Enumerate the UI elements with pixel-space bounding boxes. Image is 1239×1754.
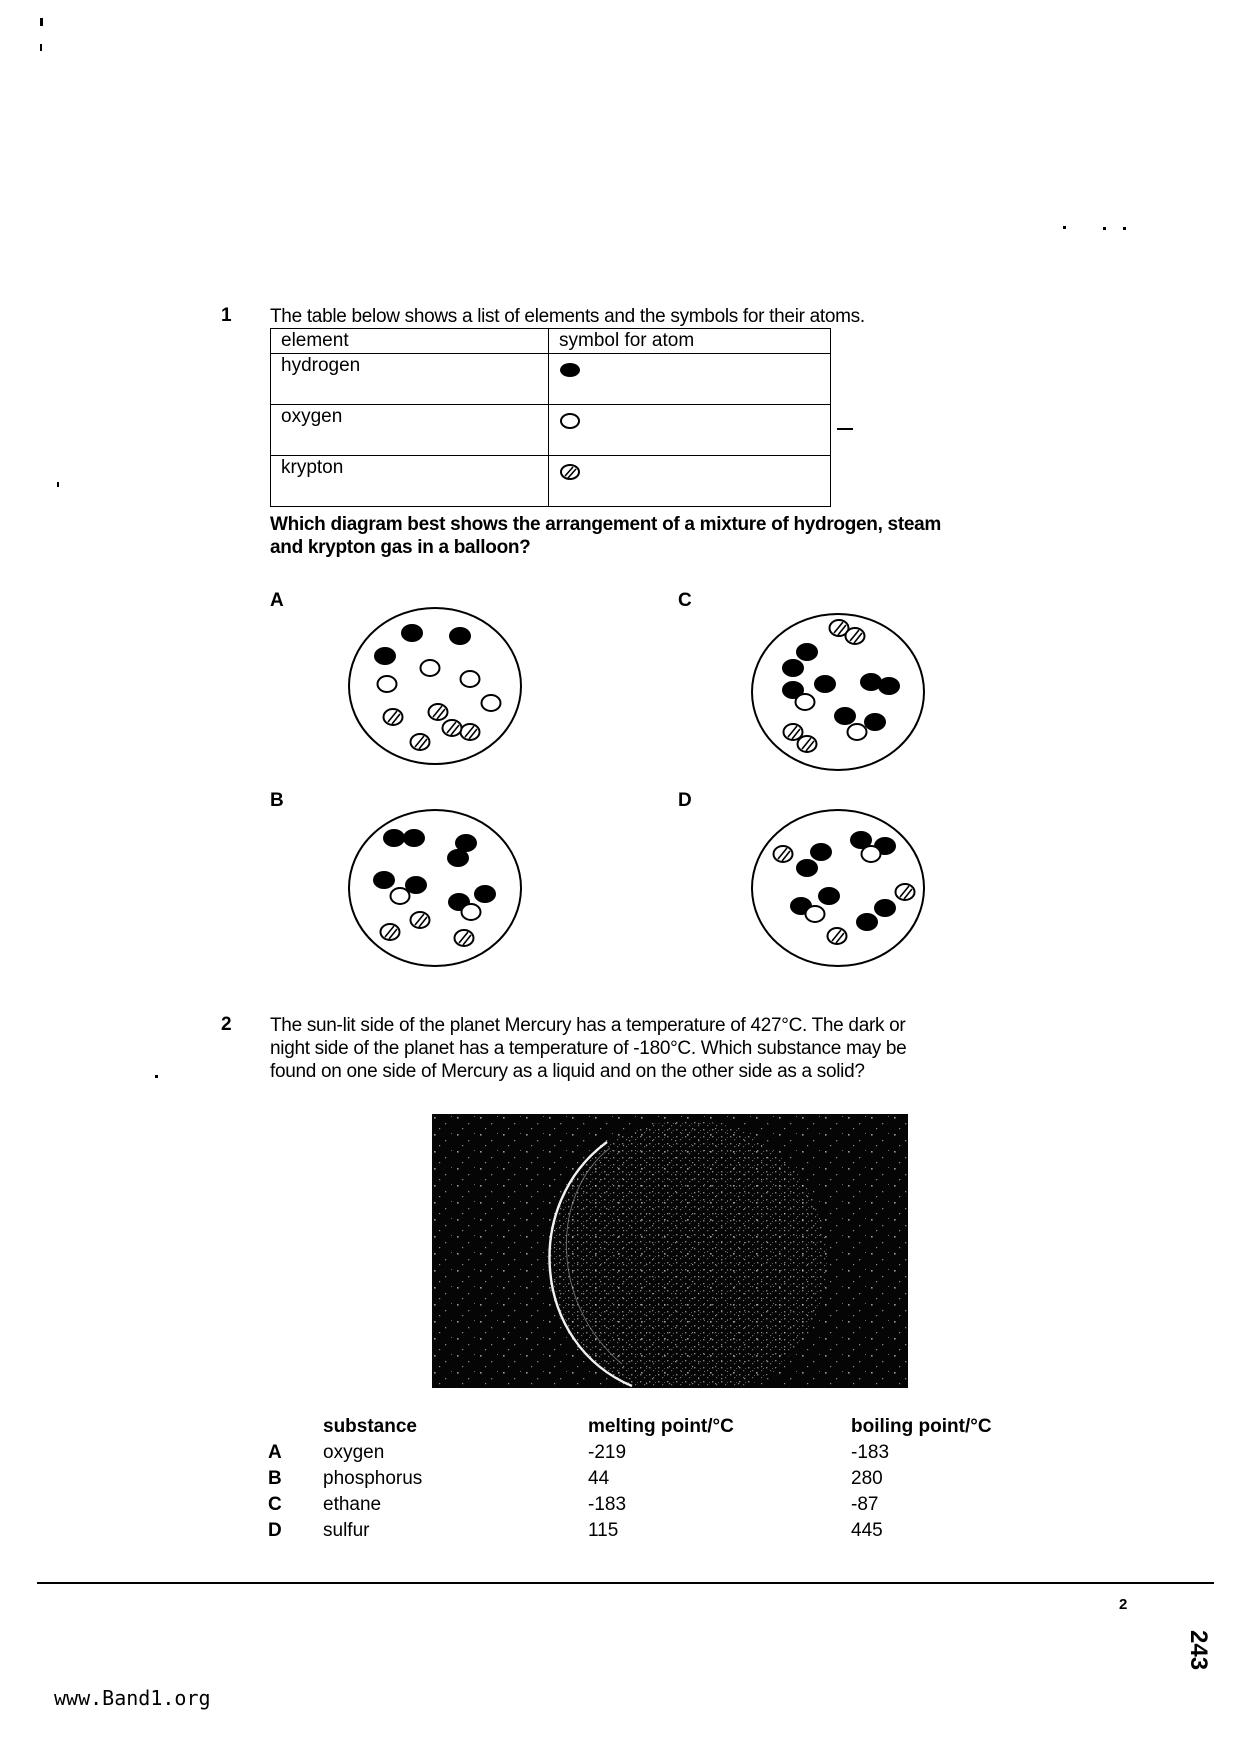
column-header-boiling-point: boiling point/°C bbox=[851, 1416, 992, 1437]
question-2-stem bbox=[270, 1014, 906, 1083]
scan-speck bbox=[1103, 227, 1106, 230]
option-label: C bbox=[268, 1494, 282, 1515]
table-header-element: element bbox=[271, 329, 549, 354]
mercury-planet-photo bbox=[432, 1114, 908, 1388]
option-label-b: B bbox=[270, 790, 284, 811]
column-header-substance: substance bbox=[323, 1416, 417, 1437]
substance-name: oxygen bbox=[323, 1442, 385, 1463]
option-label-c: C bbox=[678, 590, 692, 611]
question-2-line-3: found on one side of Mercury as a liquid and on the other side as a solid? bbox=[270, 1061, 865, 1082]
planet-illustration bbox=[432, 1114, 908, 1388]
boiling-point: 445 bbox=[851, 1520, 883, 1541]
scan-speck bbox=[1063, 226, 1066, 229]
substance-row-a bbox=[0, 1442, 1239, 1468]
scan-speck bbox=[40, 18, 43, 26]
substance-row-d bbox=[0, 1520, 1239, 1546]
substance-row-c bbox=[0, 1494, 1239, 1520]
substance-name: phosphorus bbox=[323, 1468, 423, 1489]
boiling-point: 280 bbox=[851, 1468, 883, 1489]
melting-point: -183 bbox=[588, 1494, 627, 1515]
element-name: hydrogen bbox=[271, 354, 549, 405]
question-1-line-1: Which diagram best shows the arrangement of a mixture of hydrogen, steam bbox=[270, 514, 941, 535]
boiling-point: -87 bbox=[851, 1494, 879, 1515]
question-1-number: 1 bbox=[221, 305, 232, 326]
balloon-diagram-d bbox=[749, 800, 927, 970]
filled-circle-icon bbox=[559, 361, 581, 379]
question-2-line-2: night side of the planet has a temperature of -180°C. Which substance may be bbox=[270, 1038, 907, 1059]
question-1-text bbox=[270, 513, 941, 559]
website-url: www.Band1.org bbox=[54, 1686, 211, 1710]
substance-row-b bbox=[0, 1468, 1239, 1494]
scan-speck bbox=[1123, 227, 1126, 230]
table-header-symbol: symbol for atom bbox=[549, 329, 831, 354]
column-header-melting-point: melting point/°C bbox=[588, 1416, 734, 1437]
page-number: 2 bbox=[1119, 1596, 1128, 1613]
table-row bbox=[271, 405, 831, 456]
open-circle-icon bbox=[559, 412, 581, 430]
balloon-diagram-c bbox=[749, 608, 927, 778]
substance-name: ethane bbox=[323, 1494, 382, 1515]
balloon-diagram-a bbox=[346, 596, 524, 768]
option-label-a: A bbox=[270, 590, 284, 611]
element-name: krypton bbox=[271, 456, 549, 507]
table-row bbox=[271, 354, 831, 405]
option-label: D bbox=[268, 1520, 282, 1541]
boiling-point: -183 bbox=[851, 1442, 890, 1463]
scan-speck bbox=[57, 482, 59, 487]
option-label: B bbox=[268, 1468, 282, 1489]
melting-point: 44 bbox=[588, 1468, 610, 1489]
balloon-diagram-b bbox=[346, 800, 524, 970]
side-page-number: 243 bbox=[1185, 1630, 1212, 1671]
element-name: oxygen bbox=[271, 405, 549, 456]
melting-point: 115 bbox=[588, 1520, 619, 1541]
question-2-number: 2 bbox=[221, 1014, 232, 1035]
option-label-d: D bbox=[678, 790, 692, 811]
table-row bbox=[271, 456, 831, 507]
element-symbol-table bbox=[270, 328, 831, 507]
melting-point: -219 bbox=[588, 1442, 627, 1463]
substance-name: sulfur bbox=[323, 1520, 370, 1541]
option-label: A bbox=[268, 1442, 282, 1463]
hatched-circle-icon bbox=[559, 463, 581, 481]
scan-speck bbox=[837, 428, 853, 430]
scan-speck bbox=[155, 1075, 158, 1078]
question-1-line-2: and krypton gas in a balloon? bbox=[270, 537, 531, 558]
question-1-stem: The table below shows a list of elements and the symbols for their atoms. bbox=[270, 306, 865, 327]
scan-speck bbox=[40, 44, 42, 51]
footer-rule bbox=[37, 1582, 1214, 1584]
question-2-line-1: The sun-lit side of the planet Mercury has a temperature of 427°C. The dark or bbox=[270, 1015, 906, 1036]
